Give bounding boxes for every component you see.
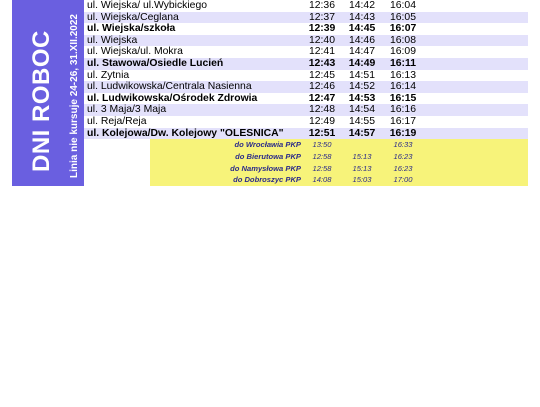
banner-note: Linia nie kursuje 24-26, 31.XII.2022: [69, 14, 80, 178]
timetable-row: [84, 58, 528, 70]
connection-row: [150, 139, 528, 151]
connection-row: [150, 174, 528, 186]
departure-time: 12:47: [308, 92, 336, 104]
connection-time: 13:50: [312, 140, 332, 149]
departure-time: 12:39: [308, 23, 336, 35]
departure-time: 12:48: [308, 104, 335, 116]
departure-time: 14:55: [348, 115, 375, 127]
timetable-row: [84, 128, 528, 140]
departure-time: 14:46: [348, 34, 375, 46]
side-banner: [12, 0, 84, 186]
departure-time: 14:54: [348, 104, 375, 116]
departure-time: 12:36: [308, 0, 335, 11]
stop-name: ul. Ludwikowska/Centrala Nasienna: [87, 81, 252, 93]
timetable-row: [84, 12, 528, 24]
timetable-row: [84, 104, 528, 116]
departure-time: 16:09: [389, 46, 416, 58]
stop-name: ul. Kolejowa/Dw. Kolejowy "OLESNICA": [87, 127, 284, 139]
connection-destination: do Wrocławia PKP: [234, 140, 301, 149]
timetable-row: [84, 35, 528, 47]
stop-name: ul. Wiejska/Ceglana: [87, 11, 179, 23]
connection-time: 15:13: [352, 163, 372, 173]
connection-destination: do Dobroszyc PKP: [233, 175, 301, 185]
banner-title: DNI ROBOC: [28, 30, 55, 172]
connection-time: 15:13: [352, 151, 372, 161]
departure-time: 12:37: [308, 11, 335, 23]
departure-time: 12:43: [308, 57, 336, 69]
stop-name: ul. Wiejska/szkoła: [87, 23, 176, 35]
connection-time: 14:08: [312, 175, 332, 185]
departure-time: 16:11: [389, 57, 416, 69]
departure-time: 16:07: [389, 23, 417, 35]
connection-time: 16:33: [393, 140, 413, 149]
departure-time: 14:43: [348, 11, 375, 23]
departure-time: 16:13: [389, 69, 416, 81]
stop-name: ul. Stawowa/Osiedle Lucień: [87, 57, 224, 69]
stop-name: ul. Wiejska: [87, 34, 138, 46]
timetable-row: [84, 81, 528, 93]
departure-time: 16:04: [389, 0, 416, 11]
departure-time: 12:40: [308, 34, 335, 46]
departure-time: 14:42: [348, 0, 375, 11]
departure-time: 14:49: [348, 57, 376, 69]
stop-name: ul. Wiejska/ ul.Wybickiego: [87, 0, 208, 11]
connection-time: 12:58: [312, 151, 332, 161]
connection-row: [150, 163, 528, 175]
departure-time: 12:46: [308, 81, 335, 93]
departure-time: 16:08: [389, 34, 416, 46]
departure-time: 16:17: [389, 115, 416, 127]
connection-destination: do Namysłowa PKP: [230, 163, 301, 173]
departure-time: 14:57: [348, 127, 376, 139]
stop-name: ul. Zytnia: [87, 69, 130, 81]
timetable-row: [84, 116, 528, 128]
timetable-row: [84, 46, 528, 58]
stop-name: ul. Reja/Reja: [87, 115, 147, 127]
connection-time: 12:58: [312, 163, 332, 173]
departure-time: 16:14: [389, 81, 416, 93]
timetable: [84, 0, 528, 139]
departure-time: 16:16: [389, 104, 416, 116]
timetable-row: [84, 23, 528, 35]
departure-time: 12:41: [308, 46, 335, 58]
train-connections: [150, 139, 528, 186]
timetable-row: [84, 70, 528, 82]
departure-time: 14:47: [348, 46, 375, 58]
departure-time: 14:51: [348, 69, 375, 81]
departure-time: 16:05: [389, 11, 416, 23]
connection-time: 15:03: [352, 175, 372, 185]
departure-time: 14:45: [348, 23, 376, 35]
timetable-row: [84, 0, 528, 12]
departure-time: 16:19: [389, 127, 417, 139]
departure-time: 14:53: [348, 92, 376, 104]
stop-name: ul. Wiejska/ul. Mokra: [87, 46, 183, 58]
departure-time: 12:49: [308, 115, 335, 127]
stop-name: ul. 3 Maja/3 Maja: [87, 104, 167, 116]
departure-time: 16:15: [389, 92, 417, 104]
timetable-row: [84, 93, 528, 105]
connection-row: [150, 151, 528, 163]
departure-time: 12:45: [308, 69, 335, 81]
connection-destination: do Bierutowa PKP: [235, 151, 301, 161]
connection-time: 17:00: [393, 175, 413, 185]
connection-time: 16:23: [393, 151, 413, 161]
departure-time: 12:51: [308, 127, 336, 139]
connection-time: 16:23: [393, 163, 413, 173]
stop-name: ul. Ludwikowska/Ośrodek Zdrowia: [87, 92, 258, 104]
departure-time: 14:52: [348, 81, 375, 93]
